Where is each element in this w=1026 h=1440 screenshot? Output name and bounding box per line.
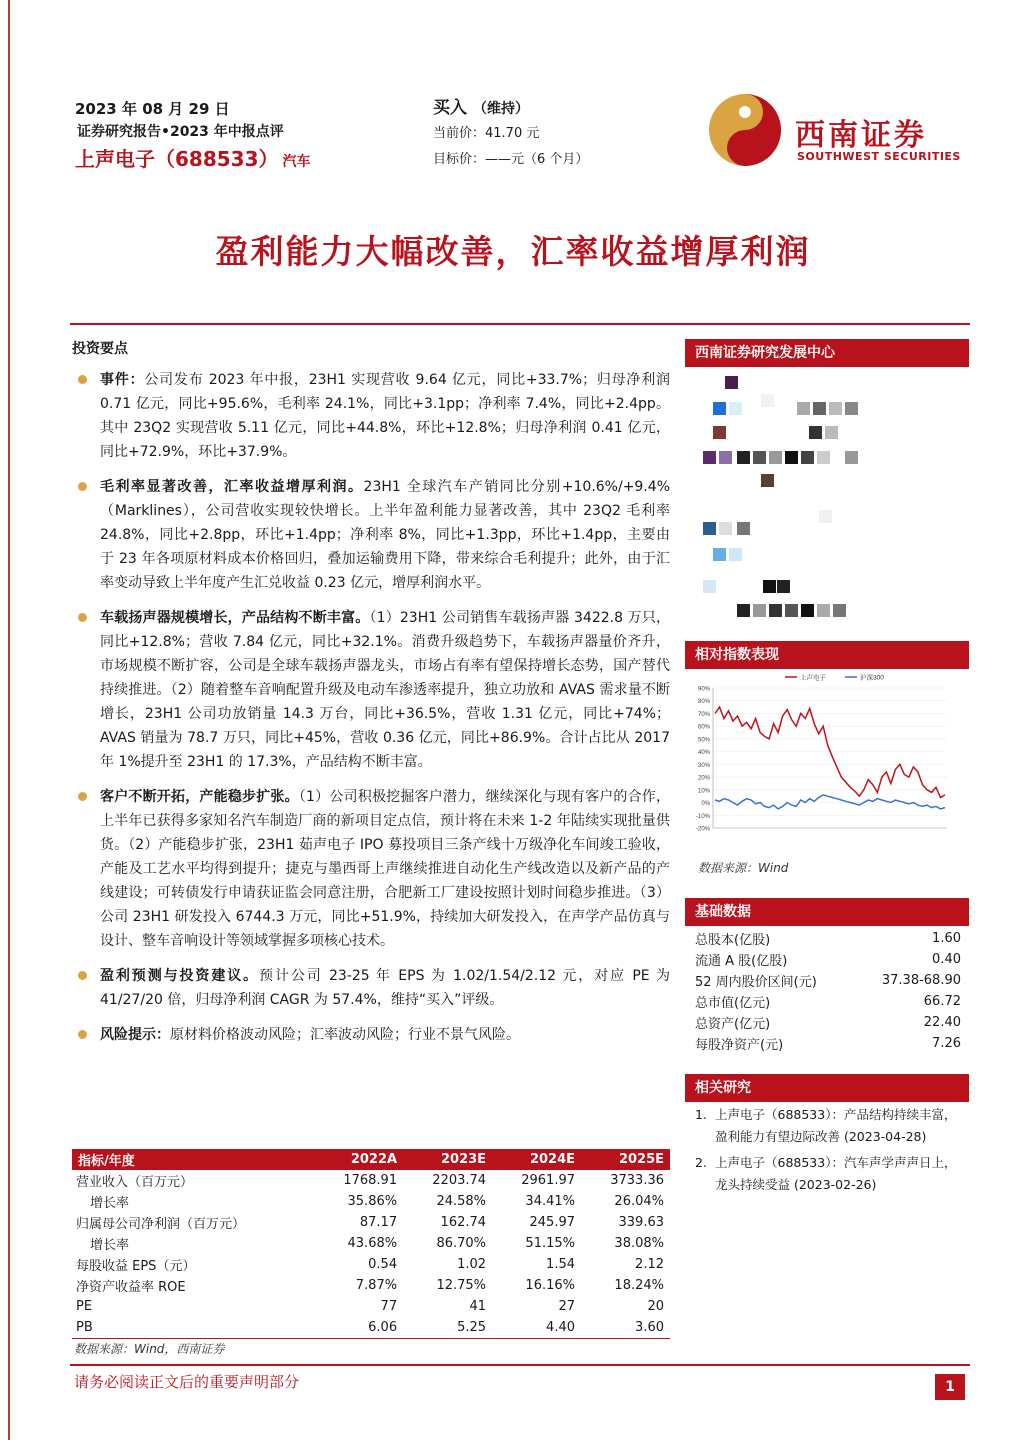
base-data-cell: 总市值(亿元) (695, 996, 771, 1011)
table-header-cell: 2025E (581, 1149, 670, 1170)
logo-cn: 西南证券 (795, 118, 927, 153)
table-cell: 6.06 (314, 1317, 403, 1338)
table-cell: 26.04% (614, 1194, 664, 1209)
bullet-text: 公司发布 2023 年中报，23H1 实现营收 9.64 亿元，同比+33.7%；归母净利润 0.71 亿元，同比+95.6%，毛利率 24.1%，同比+3.1pp；净利率 7.4%，同比+2.4pp。其中 23Q2 实现营收 5.11 亿元，同比+44.8%，环比+12.8%；归母净利润 0.41 亿元，同比+72.9%，环比+37.9%。 (100, 372, 670, 460)
footer-notice: 请务必阅读正文后的重要声明部分 (74, 1373, 300, 1391)
bullet-lead: 盈利预测与投资建议。 (100, 968, 260, 984)
redacted-block (763, 580, 776, 593)
table-cell: 增长率 (90, 1238, 130, 1253)
table-cell: 2203.74 (432, 1173, 487, 1188)
table-row (72, 1170, 670, 1191)
legend-label: 上声电子 (800, 674, 826, 682)
related-item[interactable] (695, 1104, 963, 1148)
base-data-cell: 66.72 (923, 994, 961, 1009)
y-tick-label: 90% (697, 686, 710, 693)
redacted-block (785, 451, 798, 464)
redacted-block (819, 510, 832, 523)
redacted-block (801, 451, 814, 464)
summary-bullet (72, 1023, 670, 1047)
table-header-row (72, 1149, 670, 1170)
redacted-block (785, 604, 798, 617)
table-header-cell: 2023E (403, 1149, 492, 1170)
base-data-table (695, 928, 961, 1054)
logo-en: SOUTHWEST SECURITIES (797, 150, 961, 163)
bullet-text: （1）23H1 公司销售车载扬声器 3422.8 万只，同比+12.8%；营收 7.84 亿元，同比+32.1%。消费升级趋势下，车载扬声器量价齐升，市场规模不断扩容，公司是全球车载扬声器龙头，市场占有率有望保持增长态势，国产替代持续推进。（2）随着整车音响配置升级及电动车渗透率提升，独立功放和 AVAS 需求量不断增长，23H1 公司功放销量 14.3 万台，同比+36.5%，营收 1.31 亿元，同比+74%；AVAS 销量为 78.7 万只，同比+45%，营收 0.36 亿元，同比+86.9%。合计占比从 2017 年 1%提升至 23H1 的 17.3%，产品结构不断丰富。 (100, 610, 670, 770)
base-data-row (695, 949, 961, 970)
rating-label: 买入 (433, 98, 467, 118)
base-data-cell: 52 周内股价区间(元) (695, 975, 817, 990)
redacted-block (729, 548, 742, 561)
redacted-block (737, 522, 750, 535)
rating (433, 93, 529, 118)
redacted-block (719, 522, 732, 535)
report-type: 证券研究报告•2023 年中报点评 (77, 124, 284, 140)
redacted-block (737, 604, 750, 617)
base-data-cell: 流通 A 股(亿股) (695, 954, 788, 969)
base-data-cell: 总资产(亿元) (695, 1017, 771, 1032)
page-number: 1 (935, 1374, 965, 1400)
table-cell: 86.70% (436, 1236, 487, 1251)
redacted-block (761, 474, 774, 487)
table-row (72, 1233, 670, 1254)
report-date: 2023 年 08 月 29 日 (75, 100, 230, 118)
report-header (75, 90, 970, 180)
report-title: 盈利能力大幅改善，汇率收益增厚利润 (215, 232, 811, 271)
redacted-block (809, 426, 822, 439)
series-line-上声电子 (715, 707, 945, 797)
series-line-沪深300 (715, 795, 945, 809)
legend-label: 沪深300 (860, 674, 884, 682)
left-accent-rule (8, 0, 10, 1440)
table-cell: 7.87% (355, 1278, 398, 1293)
research-center-title: 西南证券研究发展中心 (685, 339, 969, 367)
table-cell: 4.40 (492, 1317, 581, 1338)
y-tick-label: 30% (697, 762, 710, 769)
base-data-cell: 每股净资产(元) (695, 1038, 784, 1053)
table-cell: 净资产收益率 ROE (76, 1280, 186, 1295)
table-row (72, 1254, 670, 1275)
table-cell: 1.02 (457, 1257, 487, 1272)
bullet-lead: 客户不断开拓，产能稳步扩张。 (100, 789, 299, 805)
summary-bullet (72, 368, 670, 464)
table-row (72, 1296, 670, 1317)
related-text: 上声电子（688533）：汽车声学声声日上，龙头持续受益 (2023-02-26) (715, 1155, 957, 1192)
y-tick-label: -10% (695, 813, 710, 820)
redacted-block (761, 394, 774, 407)
redacted-block (833, 604, 846, 617)
footer-divider (70, 1364, 970, 1366)
table-cell: 38.08% (614, 1236, 664, 1251)
table-row (72, 1275, 670, 1296)
y-tick-label: 20% (697, 775, 710, 782)
redacted-block (829, 402, 842, 415)
base-data-cell: 22.40 (923, 1015, 961, 1030)
table-cell: 每股收益 EPS（元） (76, 1259, 196, 1274)
related-item[interactable] (695, 1152, 963, 1196)
redacted-block (797, 402, 810, 415)
bullet-text: 预计公司 23-25 年 EPS 为 1.02/1.54/2.12 元，对应 PE 为 41/27/20 倍，归母净利润 CAGR 为 57.4%，维持“买入”评级。 (100, 968, 671, 1008)
company-logo (705, 90, 970, 170)
table-body (72, 1170, 670, 1338)
table-cell: 20 (647, 1299, 664, 1314)
base-data-panel (685, 898, 969, 926)
table-cell: 增长率 (90, 1196, 130, 1211)
table-cell: 营业收入（百万元） (76, 1175, 194, 1190)
y-tick-label: 80% (697, 699, 710, 706)
redacted-block (753, 604, 766, 617)
y-tick-label: 70% (697, 711, 710, 718)
base-data-body (695, 928, 961, 1054)
title-divider (70, 323, 970, 325)
table-cell: 16.16% (525, 1278, 575, 1293)
y-tick-label: 50% (697, 737, 710, 744)
bullet-lead: 毛利率显著改善，汇率收益增厚利润。 (100, 479, 364, 495)
base-data-row (695, 970, 961, 991)
summary-bullet (72, 964, 670, 1012)
related-panel (685, 1074, 969, 1102)
y-tick-label: 40% (697, 750, 710, 757)
table-cell: PB (72, 1317, 314, 1338)
table-cell: 87.17 (359, 1215, 398, 1230)
related-title: 相关研究 (685, 1074, 969, 1102)
summary-bullet (72, 475, 670, 595)
summary-section (72, 338, 670, 1058)
table-cell: 77 (380, 1299, 398, 1314)
summary-bullet (72, 606, 670, 774)
table-cell: 1768.91 (343, 1173, 398, 1188)
index-title: 相对指数表现 (685, 641, 969, 669)
y-tick-label: -20% (695, 826, 710, 833)
table-cell: 35.86% (347, 1194, 398, 1209)
target-price: 目标价：——元（6 个月） (433, 152, 589, 167)
table-cell: 51.15% (525, 1236, 575, 1251)
redacted-block (713, 402, 726, 415)
table-cell: 34.41% (525, 1194, 575, 1209)
redacted-block (719, 451, 732, 464)
base-data-row (695, 928, 961, 949)
company-name (75, 143, 311, 172)
table-header-cell: 指标/年度 (72, 1149, 314, 1170)
bullet-text: 23H1 全球汽车产销同比分别+10.6%/+9.4%（Marklines），公司营收实现较快增长。上半年盈利能力显著改善，其中 23Q2 毛利率 24.8%，同比+2.8pp，环比+1.4pp；净利率 8%，同比+1.3pp，环比+1.4pp，主要由于 23 年各项原材料成本价格回归，叠加运输费用下降，带来综合毛利提升；此外，由于汇率变动导致上半年度产生汇兑收益 0.23 亿元，增厚利润水平。 (100, 479, 670, 591)
analyst-info-redacted (685, 368, 969, 628)
y-tick-label: 0% (701, 801, 710, 808)
related-number: 1. (695, 1107, 707, 1122)
redacted-block (713, 426, 726, 439)
base-data-cell: 7.26 (932, 1036, 961, 1051)
bullet-lead: 车载扬声器规模增长，产品结构不断丰富。 (100, 610, 370, 626)
summary-bullet (72, 785, 670, 953)
table-cell: 5.25 (403, 1317, 492, 1338)
redacted-block (737, 451, 750, 464)
base-data-cell: 37.38-68.90 (881, 973, 961, 988)
current-price: 当前价：41.70 元 (433, 126, 540, 141)
bullet-text: （1）公司积极挖掘客户潜力，继续深化与现有客户的合作，上半年已获得多家知名汽车制造厂商的新项目定点信，预计将在未来 1-2 年陆续实现批量供货。（2）产能稳步扩张，23H1 茹声电子 IPO 募投项目三条产线十万级净化车间竣工验收，产能及工艺水平均得到提升；捷克与墨西哥上声继续推进自动化生产线改造以及新产品的产线建设；可转债发行申请获证监会同意注册，合肥新工厂建设按照计划时间稳步推进。（3）公司 23H1 研发投入 6744.3 万元，同比+51.9%，持续加大研发投入，在声学产品仿真与设计、整车音响设计等领域掌握多项核心技术。 (100, 789, 671, 949)
table-cell: 162.74 (440, 1215, 487, 1230)
table-cell: 1.54 (546, 1257, 575, 1272)
redacted-block (777, 580, 790, 593)
table-cell: 2961.97 (521, 1173, 575, 1188)
related-text: 上声电子（688533）：产品结构持续丰富，盈利能力有望边际改善 (2023-04-28) (715, 1107, 957, 1144)
table-row (72, 1212, 670, 1233)
related-list (695, 1104, 963, 1200)
table-cell: 3733.36 (610, 1173, 664, 1188)
base-data-row (695, 991, 961, 1012)
base-data-row (695, 1033, 961, 1054)
company-label: 上声电子（688533） (75, 147, 279, 171)
table-cell: 18.24% (614, 1278, 664, 1293)
table-cell: 归属母公司净利润（百万元） (76, 1217, 246, 1232)
redacted-block (703, 580, 716, 593)
table-cell: 43.68% (347, 1236, 398, 1251)
base-data-cell: 总股本(亿股) (695, 933, 771, 948)
table-cell: 2.12 (635, 1257, 664, 1272)
table-cell: 245.97 (529, 1215, 575, 1230)
sector-label: 汽车 (282, 154, 311, 170)
redacted-block (813, 402, 826, 415)
base-data-cell: 1.60 (932, 931, 961, 946)
bullet-lead: 风险提示： (100, 1027, 170, 1043)
table-cell: 0.54 (368, 1257, 398, 1272)
redacted-block (825, 426, 838, 439)
redacted-block (769, 604, 782, 617)
table-header-cell: 2022A (314, 1149, 403, 1170)
table-row (72, 1317, 670, 1338)
redacted-block (703, 451, 716, 464)
table-cell: PE (76, 1299, 93, 1314)
table-cell: 41 (469, 1299, 487, 1314)
base-data-title: 基础数据 (685, 898, 969, 926)
research-center-panel (685, 339, 969, 367)
y-tick-label: 10% (697, 788, 710, 795)
chart-source: 数据来源：Wind (698, 861, 789, 875)
bullet-lead: 事件： (100, 372, 145, 388)
y-tick-label: 60% (697, 724, 710, 731)
redacted-block (703, 522, 716, 535)
relative-index-chart (685, 668, 955, 838)
redacted-block (817, 451, 830, 464)
table-cell: 12.75% (436, 1278, 487, 1293)
redacted-block (801, 604, 814, 617)
logo-mark-icon (705, 90, 785, 170)
table-header-cell: 2024E (492, 1149, 581, 1170)
base-data-row (695, 1012, 961, 1033)
redacted-block (725, 376, 738, 389)
redacted-block (817, 604, 830, 617)
table-source: 数据来源：Wind，西南证券 (74, 1342, 225, 1356)
redacted-block (729, 402, 742, 415)
table-cell: 24.58% (436, 1194, 487, 1209)
table-row (72, 1191, 670, 1212)
redacted-block (845, 402, 858, 415)
index-panel (685, 641, 969, 669)
redacted-block (845, 451, 858, 464)
related-number: 2. (695, 1155, 707, 1170)
redacted-block (769, 451, 782, 464)
summary-heading: 投资要点 (72, 341, 128, 357)
redacted-block (713, 548, 726, 561)
base-data-cell: 0.40 (932, 952, 961, 967)
rating-keep: （维持） (473, 101, 529, 117)
forecast-table (72, 1149, 670, 1339)
table-cell: 339.63 (618, 1215, 664, 1230)
table-cell: 27 (558, 1299, 575, 1314)
table-cell: 3.60 (581, 1317, 670, 1338)
bullet-text: 原材料价格波动风险；汇率波动风险；行业不景气风险。 (170, 1027, 520, 1043)
redacted-block (753, 451, 766, 464)
